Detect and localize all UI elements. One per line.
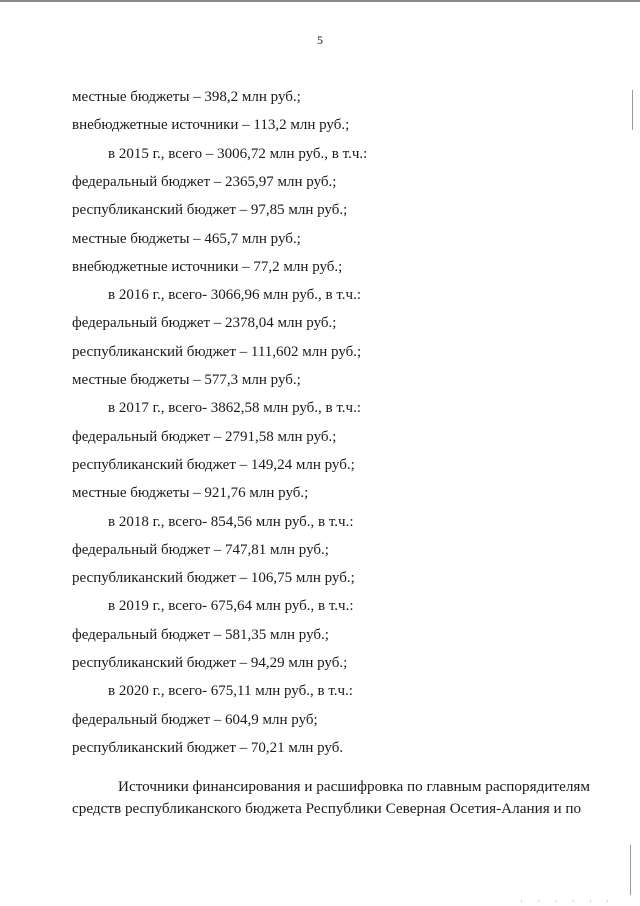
budget-line: федеральный бюджет – 2365,97 млн руб.; xyxy=(72,174,337,190)
budget-line: республиканский бюджет – 70,21 млн руб. xyxy=(72,740,344,756)
paragraph-line-1: Источники финансирования и расшифровка по главным распорядителям xyxy=(118,778,591,795)
budget-line: республиканский бюджет – 106,75 млн руб.; xyxy=(72,570,355,586)
budget-line: местные бюджеты – 921,76 млн руб.; xyxy=(72,485,309,501)
scan-top-border xyxy=(0,0,640,2)
budget-line: внебюджетные источники – 113,2 млн руб.; xyxy=(72,117,350,133)
scan-noise: · · · · · · xyxy=(520,896,616,906)
page-number: 5 xyxy=(317,33,323,47)
budget-line: местные бюджеты – 465,7 млн руб.; xyxy=(72,231,301,247)
scan-artifact xyxy=(630,845,631,895)
budget-line: федеральный бюджет – 604,9 млн руб; xyxy=(72,712,318,728)
year-total-line: в 2018 г., всего- 854,56 млн руб., в т.ч.: xyxy=(108,514,354,530)
year-total-line: в 2016 г., всего- 3066,96 млн руб., в т.ч.: xyxy=(108,287,362,303)
budget-line: республиканский бюджет – 149,24 млн руб.; xyxy=(72,457,355,473)
budget-line: местные бюджеты – 577,3 млн руб.; xyxy=(72,372,301,388)
financing-sources-paragraph xyxy=(72,776,592,820)
budget-line: республиканский бюджет – 97,85 млн руб.; xyxy=(72,202,348,218)
scan-artifact xyxy=(632,90,633,130)
budget-line: федеральный бюджет – 2378,04 млн руб.; xyxy=(72,315,337,331)
budget-line: республиканский бюджет – 111,602 млн руб.; xyxy=(72,344,362,360)
year-total-line: в 2019 г., всего- 675,64 млн руб., в т.ч.: xyxy=(108,598,354,614)
year-total-line: в 2015 г., всего – 3006,72 млн руб., в т.ч.: xyxy=(108,146,368,162)
budget-line: местные бюджеты – 398,2 млн руб.; xyxy=(72,89,301,105)
year-total-line: в 2020 г., всего- 675,11 млн руб., в т.ч.: xyxy=(108,683,353,699)
budget-line: внебюджетные источники – 77,2 млн руб.; xyxy=(72,259,343,275)
budget-line: федеральный бюджет – 2791,58 млн руб.; xyxy=(72,429,337,445)
budget-line: республиканский бюджет – 94,29 млн руб.; xyxy=(72,655,348,671)
year-total-line: в 2017 г., всего- 3862,58 млн руб., в т.ч.: xyxy=(108,400,362,416)
budget-line: федеральный бюджет – 581,35 млн руб.; xyxy=(72,627,329,643)
paragraph-line-2: средств республиканского бюджета Республики Северная Осетия-Алания и по xyxy=(72,800,582,817)
budget-line: федеральный бюджет – 747,81 млн руб.; xyxy=(72,542,329,558)
